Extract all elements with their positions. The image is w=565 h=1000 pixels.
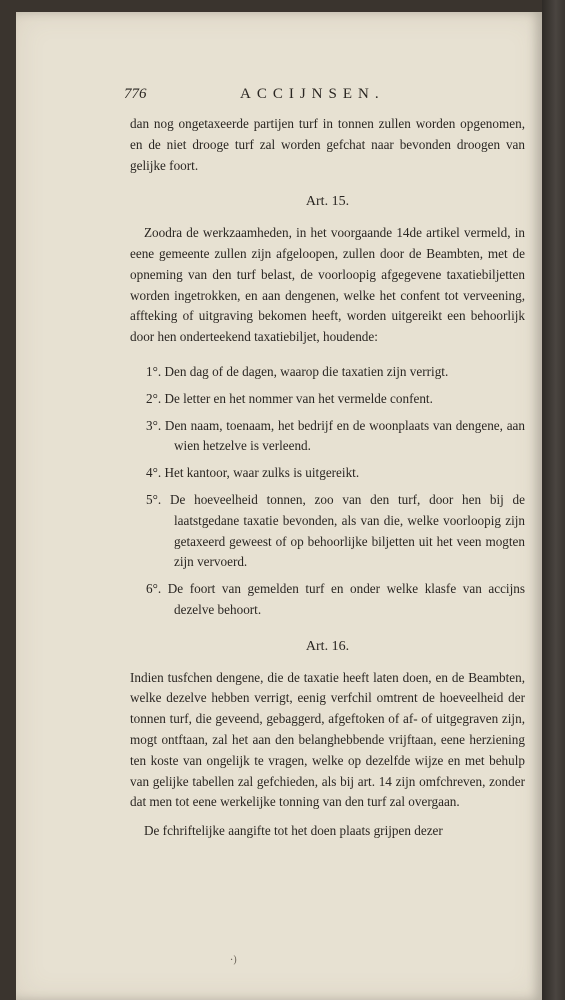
item-text: De letter en het nommer van het vermelde confent. [164,390,433,406]
item-text: Den naam, toenaam, het bedrijf en de woonplaats van dengene, aan wien hetzelve is verleend. [164,417,525,454]
article-15-intro: Zoodra de werkzaamheden, in het voorgaande 14de artikel vermeld, in eene gemeente zullen zijn afgeloopen, zullen door de Beambten, met de opneming van den turf belast, de voorloopig afgegevene taxatiebiljetten worden ingetrokken, en aan dengenen, welke het confent tot verveening, affteking of uitgraving bekomen heeft, worden uitgereikt een behoorlijk door hen onderteekend taxatiebiljet, houdende: [130,225,525,345]
opening-paragraph: dan nog ongetaxeerde partijen turf in tonnen zullen worden opgenomen, en de niet drooge turf zal worden gefchat naar bevonden droogen van gelijke foort. [130,116,525,173]
item-number: 4°. [146,465,162,481]
footer-mark: ·) [230,955,238,966]
list-item [144,389,525,410]
item-text: De foort van gemelden turf en onder welke klasfe van accijns dezelve behoort. [167,581,525,617]
list-item [144,579,525,621]
item-number: 1°. [146,363,162,379]
item-number: 6°. [146,581,162,597]
list-item [144,416,525,458]
page-header [124,84,525,114]
item-number: 2°. [146,390,162,406]
item-text: Het kantoor, waar zulks is uitgereikt. [164,465,360,481]
item-text: Den dag of de dagen, waarop die taxatien zijn verrigt. [164,363,449,379]
list-item [144,490,525,573]
item-number: 3°. [146,417,162,433]
list-item [144,362,525,383]
page-number: 776 [124,86,147,102]
list-item [144,463,525,484]
article-15-heading: Art. 15. [305,194,350,210]
book-spine-edge [542,0,565,1000]
article-16-heading: Art. 16. [305,638,350,654]
page-content [124,84,525,842]
item-number: 5°. [146,491,162,507]
item-text: De hoeveelheid tonnen, zoo van den turf, door hen bij de laatstgedane taxatie bevonden, als van die, welke voorloopig zijn getaxeerd geweest of op behoorlijke biljetten uit het veen mogten zijn vervoerd. [169,491,525,570]
article-16-continuation: De fchriftelijke aangifte tot het doen plaats grijpen dezer [144,823,443,839]
running-head: ACCIJNSEN. [240,86,385,102]
article-16-paragraph: Indien tusfchen dengene, die de taxatie heeft laten doen, en de Beambten, welke dezelve hebben verrigt, eenig verfchil omtrent de hoeveelheid der tonnen turf, die geveend, gebaggerd, afgeftoken of af- of uitgegraven zijn, mogt ontftaan, zal het aan den belanghebbende vrijftaan, eene herziening ten koste van ongelijk te vragen, welke op dezelfde wijze en met behulp van gelijke tabellen zal gefchieden, als bij art. 14 zijn omfchreven, zonder dat men tot eene werkelijke tonning van den turf zal overgaan. [130,669,525,810]
